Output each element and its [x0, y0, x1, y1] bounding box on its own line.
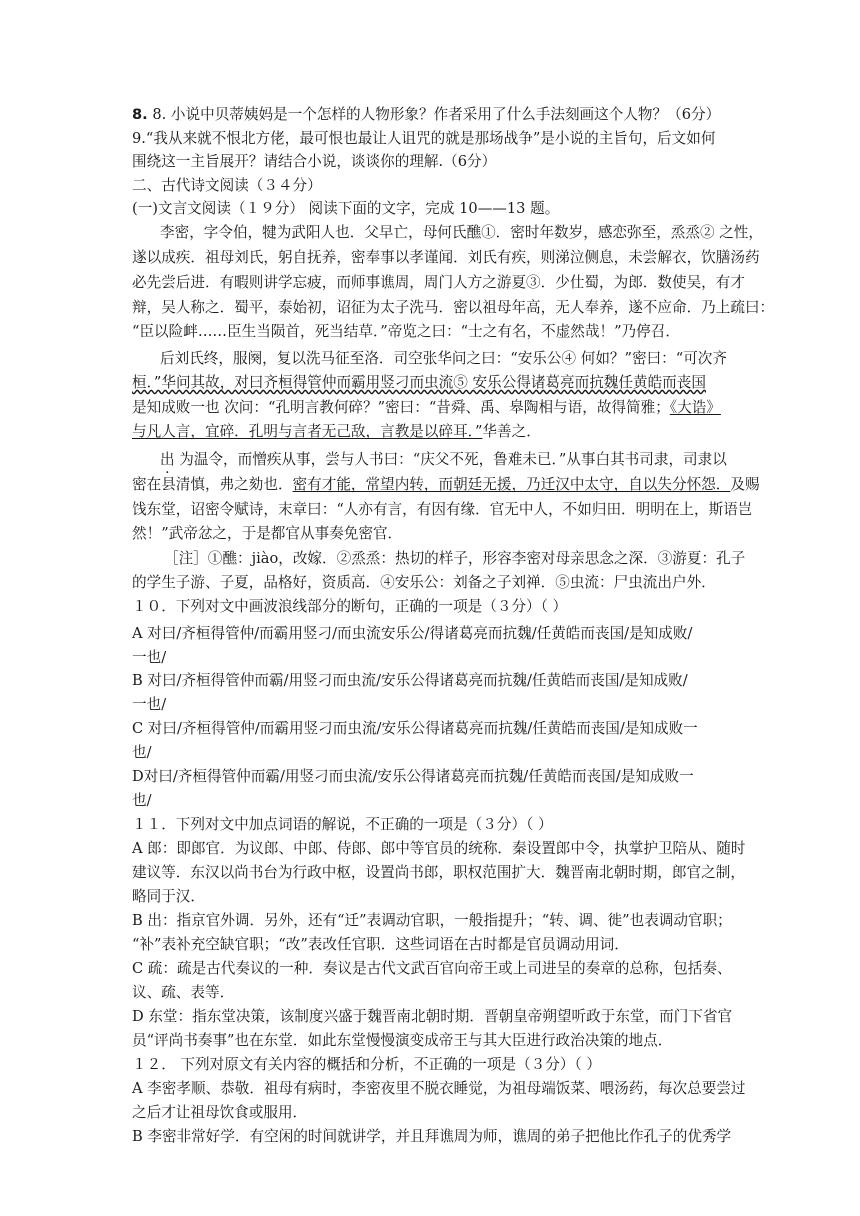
- passage-line: [132, 398, 721, 418]
- question-stem: １０．下列对文中画波浪线部分的断句，正确的一项是（３分）（ ）: [132, 598, 568, 615]
- question-stem: １２． 下列对原文有关内容的概括和分析，不正确的一项是（３分）（ ）: [132, 1056, 601, 1073]
- passage-line: 遂以成疾．祖母刘氏，躬自抚养，密奉事以孝谨闻．刘氏有疾，则涕泣侧息，未尝解衣，饮膳汤药: [132, 249, 760, 266]
- option-a: A 郎：即郎官．为议郎、中郎、侍郎、郎中等官员的统称．秦设置郎中令，执掌护卫陪从、随时: [132, 840, 746, 857]
- passage-text: 华善之．: [482, 423, 541, 440]
- wavy-underlined-line: [132, 373, 706, 393]
- note-line: ［注］①醮：jiào，改嫁．②烝烝：热切的样子，形容李密对母亲思念之深．③游夏：孔子: [164, 550, 746, 567]
- option-d: D对曰/齐桓得管仲而霸/用竖刁而虫流/安乐公得诸葛亮而抗魏/任黄皓而丧国/是知成败一: [132, 768, 694, 785]
- dotted-word: 出: [160, 451, 175, 468]
- passage-line: 后刘氏终，服阕，复以洗马征至洛．司空张华问之曰：“安乐公④ 何如？”密曰：“可次齐: [160, 350, 727, 367]
- option-b-cont: 一也/: [132, 696, 167, 713]
- passage-line: 饯东堂，诏密令赋诗，末章曰：“人亦有言，有因有缘．官无中人，不如归田．明明在上，斯语岂: [132, 501, 753, 518]
- option-b-cont: “补”表补充空缺官职；“改”表改任官职．这些词语在古时都是官员调动用词．: [132, 936, 629, 953]
- passage-line: [132, 475, 760, 495]
- option-a-cont: 一也/: [132, 649, 167, 666]
- passage-line: “臣以险衅……臣生当陨首，死当结草．”帝览之曰：“士之有名，不虚然哉！”乃停召．: [132, 323, 680, 340]
- option-d: D 东堂：指东堂决策，该制度兴盛于魏晋南北朝时期．晋朝皇帝朔望听政于东堂，而门下省官: [132, 1008, 733, 1025]
- option-c: C 疏：疏是古代奏议的一种．奏议是古代文武百官向帝王或上司进呈的奏章的总称，包括奏、: [132, 960, 732, 977]
- option-d-cont: 也/: [132, 792, 152, 809]
- question-8-text: 8. 小说中贝蒂姨妈是一个怎样的人物形象？作者采用了什么手法刻画这个人物？（6分）: [152, 106, 721, 123]
- passage-text: 为温令，而憎疾从事，尝与人书曰：“庆父不死，鲁难未已．”从事白其书司隶，司隶以: [179, 451, 727, 468]
- option-b: B 对曰/齐桓得管仲而霸/用竖刁而虫流/安乐公得诸葛亮而抗魏/任黄皓而丧国/是知成败/: [132, 672, 688, 689]
- passage-line: 必先尝后进．有暇则讲学忘疲，而师事谯周，周门人方之游夏③．少仕蜀，为郎．数使吴，有才: [132, 274, 745, 291]
- option-b: B 出：指京官外调．另外，还有“迁”表调动官职，一般指提升；“转、调、徙”也表调动官职；: [132, 912, 732, 929]
- option-c-cont: 也/: [132, 744, 152, 761]
- passage-line: [132, 422, 541, 442]
- option-b: B 李密非常好学．有空闲的时间就讲学，并且拜谯周为师，谯周的弟子把他比作孔子的优秀学: [132, 1128, 732, 1145]
- section-subheading: (一)文言文阅读（１９分） 阅读下面的文字，完成 10——13 题。: [132, 200, 560, 217]
- underlined-text: 与凡人言，宜碎．孔明与言者无己敌，言教是以碎耳．”: [132, 423, 483, 440]
- option-a-cont: 之后才让祖母饮食或服用．: [132, 1104, 308, 1121]
- question-8: 8. 8. 小说中贝蒂姨妈是一个怎样的人物形象？作者采用了什么手法刻画这个人物？（6分）: [132, 106, 721, 123]
- passage-line: 李密，字令伯，犍为武阳人也．父早亡，母何氏醮①．密时年数岁，感恋弥至，烝烝② 之性，: [160, 224, 763, 241]
- option-a: A 李密孝顺、恭敬．祖母有病时，李密夜里不脱衣睡觉，为祖母端饭菜、喂汤药，每次总要尝过: [132, 1080, 746, 1097]
- option-a-cont: 建议等．东汉以尚书台为行政中枢，设置尚书郎，职权范围扩大．魏晋南北朝时期，郎官之制，: [132, 864, 745, 881]
- section-heading: 二、古代诗文阅读（３４分）: [132, 177, 322, 194]
- option-d-cont: 员“评尚书奏事”也在东堂．如此东堂慢慢演变成帝王与其大臣进行政治决策的地点．: [132, 1032, 673, 1049]
- passage-text: 密在县清慎，弗之劾也．: [132, 476, 293, 493]
- option-a-cont: 略同于汉．: [132, 888, 205, 905]
- passage-line: [160, 450, 727, 470]
- book-title: 《大诰》: [669, 399, 721, 416]
- option-c-cont: 议、疏、表等．: [132, 984, 235, 1001]
- option-a: A 对曰/齐桓得管仲/而霸用竖刁/而虫流安乐公/得诸葛亮而抗魏/任黄皓而丧国/是知成败/: [132, 625, 693, 642]
- passage-text: 及赐: [730, 476, 760, 493]
- question-9-line-1: 9.“我从来就不恨北方佬，最可恨也最让人诅咒的就是那场战争”是小说的主旨句，后文如何: [132, 130, 716, 147]
- question-9-line-2: 围绕这一主旨展开？请结合小说，谈谈你的理解.（6分）: [132, 153, 497, 170]
- wavy-underlined-text: 桓．”华问其故，对曰齐桓得管仲而霸用竖刁而虫流⑤ 安乐公得诸葛亮而抗魏任黄皓而丧国: [132, 374, 706, 391]
- option-c: C 对曰/齐桓得管仲/而霸用竖刁而虫流/安乐公得诸葛亮而抗魏/任黄皓而丧国/是知成败一: [132, 720, 698, 737]
- note-line: 的学生子游、子夏，品格好，资质高．④安乐公：刘备之子刘禅．⑤虫流：尸虫流出户外．: [132, 574, 716, 591]
- passage-line: 然！”武帝忿之，于是都官从事奏免密官．: [132, 525, 403, 542]
- underlined-sentence: 密有才能，常望内转，而朝廷无援，乃迁汉中太守，自以失分怀怨．: [292, 476, 731, 493]
- question-stem: １１．下列对文中加点词语的解说，不正确的一项是（３分）（ ）: [132, 816, 553, 833]
- passage-text: 是知成败一也 次问：“孔明言教何碎？”密曰：“昔舜、禹、皋陶相与语，故得简雅；: [132, 399, 670, 416]
- passage-line: 辩，吴人称之．蜀平，泰始初，诏征为太子洗马．密以祖母年高，无人奉养，遂不应命．乃上疏曰：: [132, 299, 775, 316]
